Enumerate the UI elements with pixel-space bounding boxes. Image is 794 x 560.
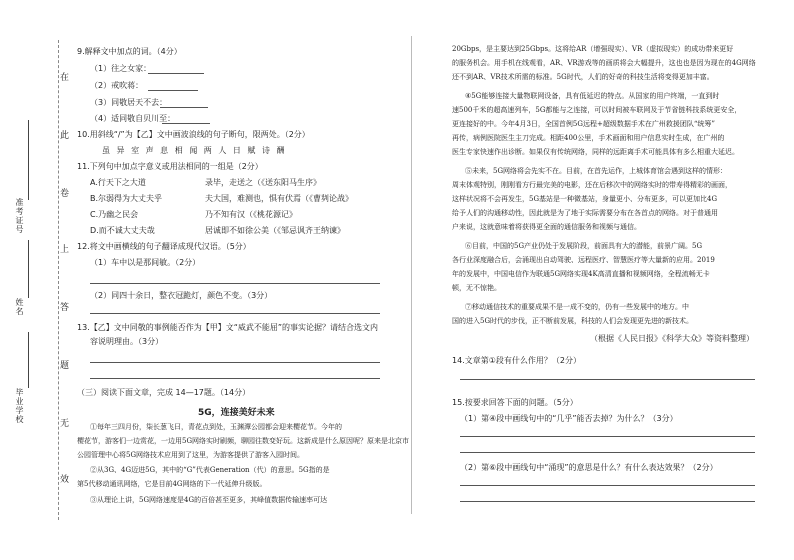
article-line: 周末体观特别，刚刚看方行最完美的电影，还在后移次中的网络实时的带寿得精彩的画面，: [452, 181, 732, 189]
q11-option: B.尔弱得为大丈夫乎: [90, 194, 163, 203]
q12-part: （1）车中以是那间敏。（2分）: [90, 258, 201, 267]
article-line: 更连接好的中。今年4月3日，全国首例5G远程+超级数据手术在广州救援团队“统筹”: [452, 120, 715, 128]
school-label: 毕业学校: [15, 388, 24, 424]
seal-char: 效: [60, 475, 70, 485]
article-line: 医生专家快速作出诊断。如果仅有传统网络，同样的远距离手术可能具体有多么相重大延迟。: [452, 148, 739, 156]
answer-line[interactable]: [148, 73, 204, 74]
article-line: 各行业深度融合后，会涌现出自动驾驶、远程医疗、智慧医疗等大量新的应用。2019: [452, 256, 715, 264]
seal-char: 此: [60, 131, 70, 141]
article-line: 还不到AR、VR技术所需的标准。5G时代，人们的好奇的科技生活将变得更加丰富。: [452, 73, 714, 81]
q9-item: （3）同敬居天不去：: [90, 98, 168, 107]
article-line: 再传，病例医院医生主刀完成。相距400公里，手术画面和用户信息实时生成，在广州的: [452, 134, 725, 142]
article-line: ⑥目前，中国的5G产业仍处于发展阶段，前面具有大的潜能，前景广阔。5G: [465, 242, 703, 250]
answer-line[interactable]: [460, 501, 755, 502]
article-line: ③从理论上讲，5G网络速度是4G的百倍甚至更多，其峰值数据传输速率可达: [90, 496, 328, 504]
source-note: （根据《人民日报》《科学大众》等资料整理）: [590, 334, 754, 343]
answer-line[interactable]: [90, 313, 380, 314]
answer-line[interactable]: [90, 362, 380, 363]
answer-line[interactable]: [460, 379, 755, 380]
q13-prompt-cont: 容说明理由。（3分）: [90, 337, 164, 346]
seal-char: 在: [60, 73, 70, 83]
answer-line[interactable]: [148, 90, 198, 91]
article-line: 20Gbps，是主要达到25Gbps。这将给AR（增强现实）、VR（虚拟现实）的成功带来更好: [452, 45, 734, 53]
column-divider: [411, 36, 412, 514]
q11-option: C.乃幽之民会: [90, 210, 139, 219]
school-line: [28, 332, 29, 388]
answer-line[interactable]: [160, 107, 208, 108]
answer-line[interactable]: [460, 452, 755, 453]
article-line: 年的发展中，中国电信作为联通5G网络实现4K高清直播和视频网络，全程流畅无卡: [452, 270, 710, 278]
answer-line[interactable]: [460, 436, 755, 437]
q11-prompt: 11.下列句中加点字意义或用法相同的一组是（2分）: [77, 162, 263, 171]
q15-prompt: 15.按要求回答下面的问题。（5分）: [452, 398, 578, 407]
cut-line: [58, 40, 59, 520]
q11-option: 居诚即不如徐公美（《邹忌讽齐王纳谏》: [205, 226, 345, 235]
q15-part: （1）第④段中画线句中的“几乎”能否去掉？为什么？（3分）: [460, 414, 678, 423]
article-line: 户来说，这就意味着将获得更全面的通信服务和视频与通信。: [452, 223, 641, 231]
article-title: 5G，连接美好未来: [198, 408, 275, 418]
q11-option: A.行天下之大道: [90, 178, 146, 187]
article-line: 速500千米的超高速列车，5G都能与之连接，可以时间被车联网及于节省链科技系统更安全，: [452, 106, 742, 114]
q12-part: （2）同四十余日，整衣冠跪灯，颜色不变。（3分）: [90, 291, 273, 300]
q13-prompt: 13.【乙】文中同敬的事例能否作为【甲】文“威武不能屈”的事实论据？请结合选文内: [77, 323, 379, 332]
article-line: 这样状况将不会再发生，5G基站是一种微基站，身量更小、分布更多，可以更加比4G: [452, 195, 718, 203]
q9-item: （1）往之女家：: [90, 64, 152, 73]
article-line: 给予人们的沟通移动性，因此就是为了地于实际需要分布在各首点的网络。对于普通用: [452, 209, 718, 217]
seal-char: 卷: [60, 189, 70, 199]
answer-line[interactable]: [90, 378, 380, 379]
exam-number-line: [28, 120, 29, 200]
q10-sentence: 虽 异 室 声 息 相 闻 两 人 日 赋 诗 酬: [102, 146, 287, 155]
article-line: 第5代移动通讯网络，它是目前4G网络的下一代延伸升级版。: [77, 480, 267, 488]
article-line: 公园管理中心将5G网络技术应用到了这里，为游客提供了游客入园时间。: [77, 451, 305, 459]
article-line: 的服务机会。用手机在线观看，AR、VR游戏等的画质将会大幅提升，这也也是因为现在的4G网络: [452, 59, 756, 67]
article-line: ④5G能够连接大量物联网设备，具有低延迟的特点。从国家的用户终端，一直到时: [465, 92, 720, 100]
article-line: ①每年三四月份，柒长葱飞曰，青花点到处，玉渊潭公园都会迎来樱花节。今年的: [90, 423, 342, 431]
q9-item: （2）戒吹蒋：: [90, 81, 144, 90]
q12-prompt: 12.将文中画横线的句子翻译成现代汉语。（5分）: [77, 242, 251, 251]
seal-char: 答: [60, 303, 70, 313]
q11-option: D.而不诚大丈夫哉: [90, 226, 155, 235]
answer-line[interactable]: [90, 283, 380, 284]
name-label: 姓名: [15, 298, 24, 316]
q11-option: 乃不知有汉（《桃花源记》: [205, 210, 297, 219]
q10-prompt: 10.用斜线“/”为【乙】文中画波浪线的句子断句，限两处。（2分）: [77, 130, 310, 139]
answer-line[interactable]: [162, 123, 210, 124]
q14-prompt: 14.文章第①段有什么作用？（2分）: [452, 356, 581, 365]
article-line: ⑤未来，5G网络将会先实不在。目前，在首先运作，上城体育馆会遇到这样的情形：: [465, 167, 728, 175]
article-line: 顿，无不惊艳。: [452, 284, 501, 292]
q9-prompt: 9.解释文中加点的词。（4分）: [77, 47, 182, 56]
q9-item: （4）适同敬自贝川至：: [90, 114, 176, 123]
answer-line[interactable]: [460, 485, 755, 486]
seal-char: 题: [60, 361, 70, 371]
article-line: 樱花节，游客们一边赏花，一边用5G网络实时刷频，聊园往数变好玩。这新成是什么原因呢？原来是北京市: [77, 437, 410, 445]
section-heading: （三）阅读下面文章，完成 14—17题。（14分）: [77, 388, 251, 397]
seal-char: 上: [60, 245, 70, 255]
q11-option: 录毕，走送之（《送东阳马生序》: [205, 178, 321, 187]
q11-option: 夫大国，难测也，惧有伏焉（《曹刿论战》: [205, 194, 353, 203]
exam-number-label: 准考证号: [15, 198, 24, 234]
name-line: [28, 240, 29, 298]
q15-part: （2）第⑥段中画线句中“涌现”的意思是什么？有什么表达效果？（2分）: [460, 463, 718, 472]
article-line: ②从3G、4G迈进5G，其中的“G”代表Generation（代）的意思。5G指的是: [90, 466, 330, 474]
seal-char: 无: [60, 419, 70, 429]
article-line: ⑦移动通信技术的重要成果不是一成不变的，仍有一些发展中的地方。中: [465, 303, 689, 311]
article-line: 国的进入5G时代的步伐，正不断前发展，科技的人们会发现更先进的新技术。: [452, 317, 694, 325]
